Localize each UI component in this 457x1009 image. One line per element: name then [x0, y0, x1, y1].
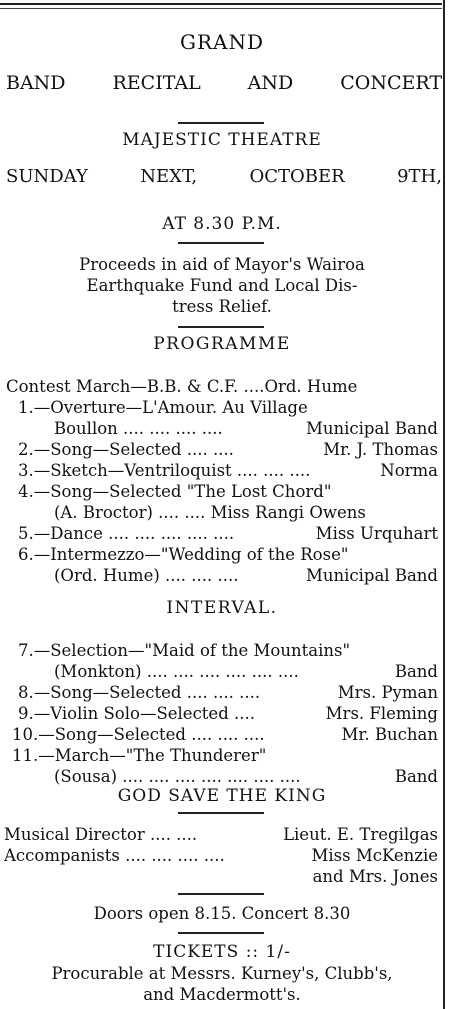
interval-heading: INTERVAL. [166, 598, 278, 618]
date-word-sunday: SUNDAY [6, 166, 88, 187]
programme-item: 3.—Sketch—Ventriloquist .... .... .... Norma [18, 461, 438, 480]
programme-item: 8.—Song—Selected .... .... .... Mrs. Pyman [18, 683, 438, 702]
top-border-rule [0, 3, 442, 5]
proceeds-line: Earthquake Fund and Local Dis- [86, 276, 358, 295]
programme-item: Contest March—B.B. & C.F. ....Ord. Hume [6, 377, 358, 396]
programme-item: 11.—March—"The Thunderer" [12, 746, 267, 765]
programme-item: 10.—Song—Selected .... .... .... Mr. Buchan [12, 725, 438, 744]
god-save-the-king: GOD SAVE THE KING [117, 786, 327, 806]
programme-item: 5.—Dance .... .... .... .... .... Miss Urquhart [18, 524, 438, 543]
column-border-rule [443, 0, 445, 1009]
divider [178, 326, 264, 328]
programme-item: 6.—Intermezzo—"Wedding of the Rose" [18, 545, 349, 564]
concert-time: AT 8.30 P.M. [162, 214, 282, 234]
title-band-recital [6, 72, 442, 94]
programme-item: (Ord. Hume) .... .... .... Municipal Band [54, 566, 438, 585]
divider [178, 893, 264, 895]
programme-item: 9.—Violin Solo—Selected .... Mrs. Fleming [18, 704, 438, 723]
programme-item: 2.—Song—Selected .... .... Mr. J. Thomas [18, 440, 438, 459]
programme-item: (Sousa) .... .... .... .... .... .... .... Band [54, 767, 438, 786]
title-word-concert: CONCERT [340, 72, 442, 94]
date-word-day: 9TH, [397, 166, 442, 187]
divider [178, 932, 264, 934]
title-word-and: AND [247, 72, 294, 94]
title-grand: GRAND [179, 30, 264, 54]
divider [178, 812, 264, 814]
programme-item: 4.—Song—Selected "The Lost Chord" [18, 482, 332, 501]
programme-item: 7.—Selection—"Maid of the Mountains" [18, 641, 351, 660]
programme-item: Boullon .... .... .... .... Municipal Band [54, 419, 438, 438]
date-word-october: OCTOBER [249, 166, 345, 187]
programme-item: (A. Broctor) .... .... Miss Rangi Owens [54, 503, 366, 522]
proceeds-notice [0, 254, 444, 317]
doors-open: Doors open 8.15. Concert 8.30 [93, 904, 351, 923]
tickets-outlets-cont: and Macdermott's. [143, 985, 301, 1004]
divider [178, 122, 264, 124]
tickets-heading: TICKETS :: 1/- [153, 942, 291, 962]
credit-line: Accompanists .... .... .... .... Miss McKenzie [4, 846, 438, 865]
venue: MAJESTIC THEATRE [122, 130, 322, 150]
divider [178, 242, 264, 244]
concert-date [6, 166, 442, 187]
programme-heading: PROGRAMME [153, 334, 291, 354]
tickets-outlets: Procurable at Messrs. Kurney's, Clubb's, [51, 964, 393, 983]
programme-item: 1.—Overture—L'Amour. Au Village [18, 398, 308, 417]
title-word-recital: RECITAL [112, 72, 201, 94]
date-word-next: NEXT, [140, 166, 198, 187]
top-border-rule-thin [0, 8, 442, 9]
title-word-band: BAND [6, 72, 66, 94]
credit-line: Musical Director .... .... Lieut. E. Tregilgas [4, 825, 438, 844]
programme-item: (Monkton) .... .... .... .... .... .... Band [54, 662, 438, 681]
proceeds-line: tress Relief. [172, 297, 272, 316]
proceeds-line: Proceeds in aid of Mayor's Wairoa [79, 255, 365, 274]
